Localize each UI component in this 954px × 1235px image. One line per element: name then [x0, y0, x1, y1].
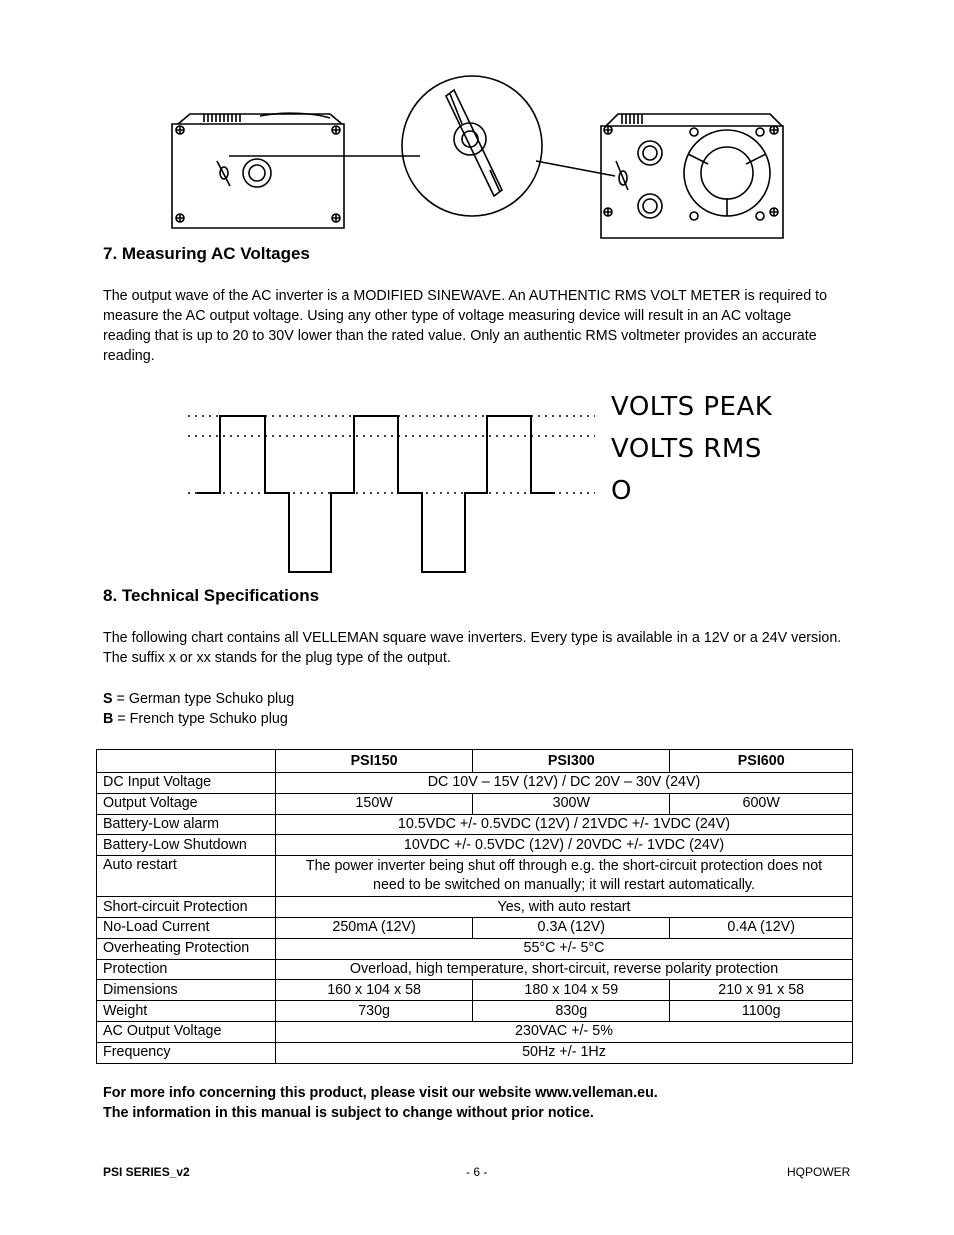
row-label: No-Load Current [97, 917, 276, 938]
table-row [97, 835, 853, 856]
plug-legend [103, 689, 294, 729]
row-label: Frequency [97, 1042, 276, 1063]
table-row [97, 897, 853, 918]
row-value: 0.3A (12V) [473, 917, 670, 938]
paragraph-line: reading that is up to 20 to 30V lower than the rated value. Only an authentic RMS voltmeter provides an accurate [103, 328, 817, 344]
table-row [97, 1001, 853, 1022]
row-label: DC Input Voltage [97, 773, 276, 794]
row-value: 210 x 91 x 58 [670, 980, 853, 1001]
zero-label: O [611, 476, 632, 506]
row-value: 150W [276, 793, 473, 814]
row-label: Weight [97, 1001, 276, 1022]
header-empty [97, 750, 276, 773]
plug-b-text: = French type Schuko plug [113, 711, 288, 727]
section-8-intro [103, 628, 883, 668]
row-value: 160 x 104 x 58 [276, 980, 473, 1001]
row-value: DC 10V – 15V (12V) / DC 20V – 30V (24V) [276, 773, 853, 794]
table-row [97, 1021, 853, 1042]
table-row [97, 917, 853, 938]
row-value: 250mA (12V) [276, 917, 473, 938]
table-row [97, 959, 853, 980]
auto-restart-line1: The power inverter being shut off through e.g. the short-circuit protection does not [305, 858, 823, 875]
row-label: Overheating Protection [97, 938, 276, 959]
row-value: 1100g [670, 1001, 853, 1022]
notice [103, 1083, 658, 1123]
row-value: 230VAC +/- 5% [276, 1021, 853, 1042]
paragraph-line: reading. [103, 348, 155, 364]
row-label: Dimensions [97, 980, 276, 1001]
row-value: 50Hz +/- 1Hz [276, 1042, 853, 1063]
row-label: Auto restart [97, 856, 276, 897]
row-value: 300W [473, 793, 670, 814]
row-value: Yes, with auto restart [276, 897, 853, 918]
header-psi300: PSI300 [473, 750, 670, 773]
row-value [276, 856, 853, 897]
intro-line: The suffix x or xx stands for the plug type of the output. [103, 650, 451, 666]
row-value: 0.4A (12V) [670, 917, 853, 938]
plug-b-key: B [103, 711, 114, 727]
section-7-paragraph [103, 286, 863, 366]
modified-sinewave-diagram [185, 400, 605, 576]
row-value: 600W [670, 793, 853, 814]
paragraph-line: measure the AC output voltage. Using any other type of voltage measuring device will result in an AC voltage [103, 308, 792, 324]
table-row [97, 793, 853, 814]
volts-peak-label: VOLTS PEAK [611, 392, 773, 422]
row-value: Overload, high temperature, short-circuit, reverse polarity protection [276, 959, 853, 980]
plug-b-line [103, 709, 294, 729]
footer-left: PSI SERIES_v2 [103, 1165, 190, 1179]
notice-line2: The information in this manual is subject to change without prior notice. [103, 1105, 594, 1121]
row-label: AC Output Voltage [97, 1021, 276, 1042]
table-row [97, 814, 853, 835]
intro-line: The following chart contains all VELLEMAN square wave inverters. Every type is available in a 12V or a 24V version. [103, 630, 842, 646]
row-value: 730g [276, 1001, 473, 1022]
auto-restart-line2: need to be switched on manually; it will restart automatically. [373, 877, 755, 894]
table-header-row [97, 750, 853, 773]
spec-table [96, 749, 853, 1064]
notice-line1: For more info concerning this product, please visit our website www.velleman.eu. [103, 1085, 658, 1101]
row-value: 10.5VDC +/- 0.5VDC (12V) / 21VDC +/- 1VDC (24V) [276, 814, 853, 835]
table-row [97, 1042, 853, 1063]
volts-rms-label: VOLTS RMS [611, 434, 762, 464]
table-row [97, 938, 853, 959]
table-row [97, 773, 853, 794]
row-label: Protection [97, 959, 276, 980]
inverter-illustration [160, 66, 800, 242]
row-value: 180 x 104 x 59 [473, 980, 670, 1001]
plug-s-key: S [103, 691, 113, 707]
footer-page-number: - 6 - [466, 1165, 488, 1179]
row-value: 830g [473, 1001, 670, 1022]
header-psi150: PSI150 [276, 750, 473, 773]
paragraph-line: The output wave of the AC inverter is a MODIFIED SINEWAVE. An AUTHENTIC RMS VOLT METER is required to [103, 288, 828, 304]
section-8-heading: 8. Technical Specifications [103, 586, 320, 605]
row-label: Short-circuit Protection [97, 897, 276, 918]
row-value: 55°C +/- 5°C [276, 938, 853, 959]
header-psi600: PSI600 [670, 750, 853, 773]
row-value: 10VDC +/- 0.5VDC (12V) / 20VDC +/- 1VDC (24V) [276, 835, 853, 856]
table-row [97, 980, 853, 1001]
table-row [97, 856, 853, 897]
row-label: Battery-Low Shutdown [97, 835, 276, 856]
plug-s-line [103, 689, 294, 709]
row-label: Battery-Low alarm [97, 814, 276, 835]
row-label: Output Voltage [97, 793, 276, 814]
plug-s-text: = German type Schuko plug [112, 691, 295, 707]
section-7-heading: 7. Measuring AC Voltages [103, 244, 310, 263]
footer-right: HQPOWER [787, 1165, 851, 1179]
